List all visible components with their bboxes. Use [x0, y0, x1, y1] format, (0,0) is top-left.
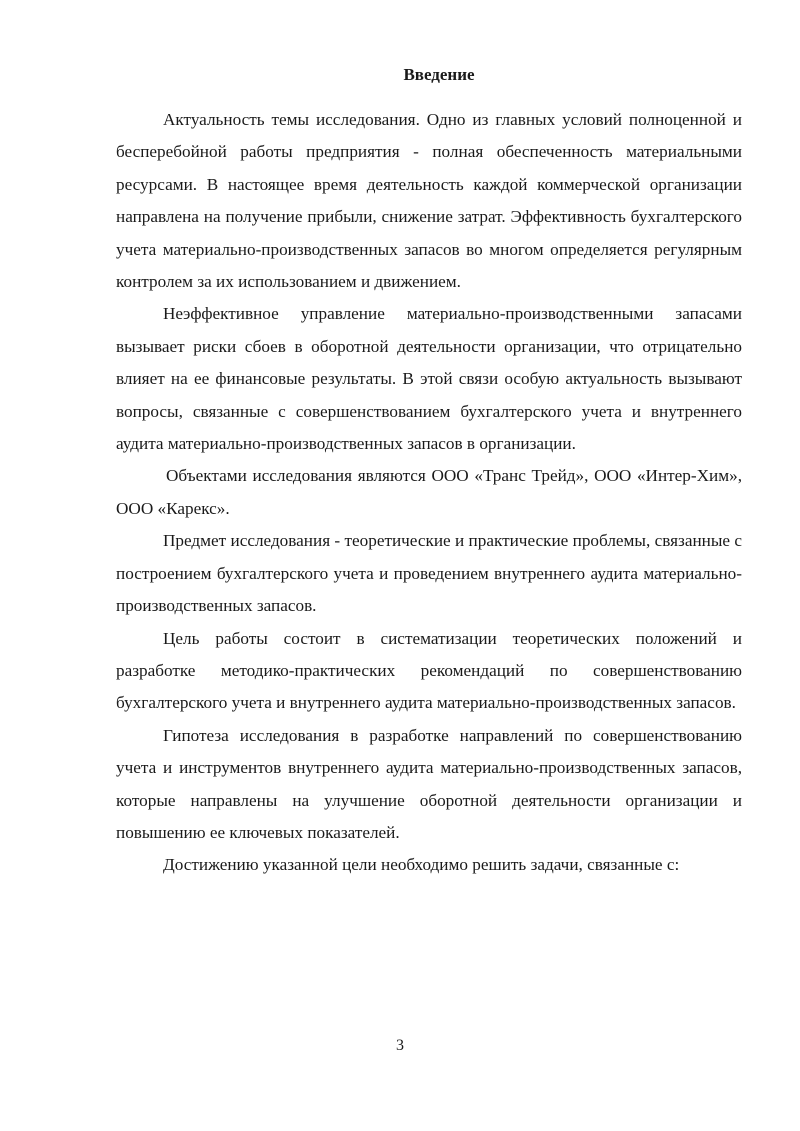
paragraph-objects: Объектами исследования являются ООО «Транс Трейд», ООО «Интер-Хим», ООО «Карекс».: [116, 466, 742, 518]
paragraph-relevance: Актуальность темы исследования. Одно из главных условий полноценной и бесперебойной работы предприятия - полная обеспеченность материальными ресурсами. В настоящее время деятельность каждой коммерческой организации направлена на получение прибыли, снижение затрат. Эффективность бухгалтерского учета материально-производственных запасов во многом определяется регулярным контролем за их использованием и движением.: [116, 110, 742, 292]
page-number: 3: [396, 1037, 404, 1054]
paragraph-goal: Цель работы состоит в систематизации теоретических положений и разработке методико-практических рекомендаций по совершенствованию бухгалтерского учета и внутреннего аудита материально-производственных запасов.: [116, 628, 742, 713]
paragraph-subject: Предмет исследования - теоретические и практические проблемы, связанные с построением бухгалтерского учета и проведением внутреннего аудита материально-производственных запасов.: [116, 531, 742, 616]
document-page: [116, 64, 742, 882]
paragraph-hypothesis: Гипотеза исследования в разработке направлений по совершенствованию учета и инструментов внутреннего аудита материально-производственных запасов, которые направлены на улучшение оборотной деятельности организации и повышению ее ключевых показателей.: [116, 725, 742, 842]
paragraph-risks: Неэффективное управление материально-производственными запасами вызывает риски сбоев в оборотной деятельности организации, что отрицательно влияет на ее финансовые результаты. В этой связи особую актуальность вызывают вопросы, связанные с совершенствованием бухгалтерского учета и внутреннего аудита материально-производственных запасов в организации.: [116, 304, 742, 454]
section-title: Введение: [403, 65, 475, 84]
paragraph-tasks: Достижению указанной цели необходимо решить задачи, связанные с:: [163, 855, 680, 875]
